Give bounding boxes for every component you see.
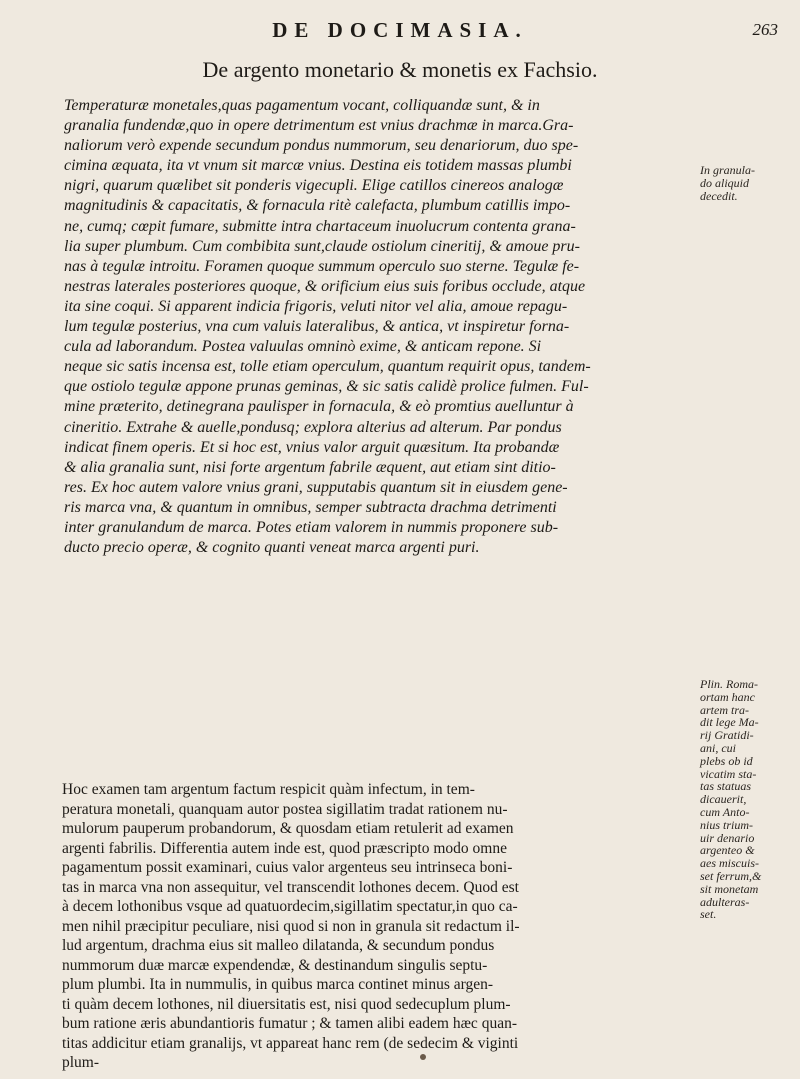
margin-note-line: set.	[700, 907, 717, 922]
text-line: inter granulandum de marca. Potes etiam valorem in nummis proponere sub-	[64, 518, 559, 536]
margin-note-line: cum Anto-	[700, 804, 750, 819]
margin-note-line: artem tra-	[700, 702, 749, 717]
margin-note-line: tas statuas	[700, 779, 752, 794]
text-line: titas addicitur etiam granalijs, vt appareat hanc rem (de sedecim & viginti	[62, 1034, 519, 1052]
margin-note-pliny	[700, 678, 796, 921]
text-line: que ostiolo tegulæ appone prunas geminas, & sic satis calidè prolice fulmen. Ful-	[64, 378, 589, 396]
text-line: ti quàm decem lothones, nil diuersitatis est, nisi quod sedecuplum plum-	[62, 995, 511, 1013]
text-line: ne, cumq; cœpit fumare, submitte intra chartaceum inuolucrum contenta grana-	[64, 217, 576, 235]
text-line: lum tegulæ posterius, vna cum valuis lateralibus, & antica, vt inspiretur forna-	[64, 318, 570, 336]
margin-note-line: dit lege Ma-	[700, 715, 759, 730]
text-line: plum-	[62, 1054, 100, 1071]
text-line: pagamentum possit examinari, cuius valor argenteus seu intrinseca boni-	[62, 859, 513, 876]
margin-note-line: plebs ob id	[700, 753, 753, 768]
text-line: mine præterito, detinegrana paulisper in fornacula, & eò promtius auelluntur à	[64, 398, 574, 416]
running-head-title: DE DOCIMASIA.	[272, 18, 528, 42]
text-line: à decem lothonibus vsque ad quatuordecim,sigillatim spectatur,in quo ca-	[62, 898, 518, 915]
text-line: & alia granalia sunt, nisi forte argentum fabrile æquent, aut etiam sint ditio-	[64, 458, 556, 476]
running-head	[0, 16, 800, 46]
margin-note-line: sit monetam	[700, 881, 759, 896]
margin-note-line: decedit.	[700, 188, 738, 203]
text-line: Temperaturæ monetales,quas pagamentum vocant, colliquandæ sunt, & in	[64, 97, 540, 114]
text-line: cula ad laborandum. Postea valuulas omninò exime, & anticam repone. Si	[64, 338, 542, 356]
ink-mark	[420, 1054, 426, 1060]
margin-note-line: dicauerit,	[700, 792, 747, 807]
margin-note-line: adulteras-	[700, 894, 750, 909]
text-line: indicat finem operis. Et si hoc est, vnius valor arguit quæsitum. Ita probandæ	[64, 438, 560, 456]
text-line: nummorum duæ marcæ expendendæ, & destinandum singulis septu-	[62, 956, 488, 974]
text-line: magnitudinis & capacitatis, & fornacula ritè calefacta, plumbum catillis impo-	[64, 197, 571, 215]
margin-note-line: do aliquid	[700, 175, 750, 190]
text-line: lia super plumbum. Cum combibita sunt,claude ostiolum cineritij, & amoue pru-	[64, 237, 580, 255]
text-line: ducto precio operæ, & cognito quanti veneat marca argenti puri.	[64, 539, 480, 557]
section-title: De argento monetario & monetis ex Fachsio.	[202, 57, 598, 82]
text-line: Hoc examen tam argentum factum respicit quàm infectum, in tem-	[62, 781, 475, 798]
text-line: ris marca vna, & quantum in omnibus, semper subtracta drachma detrimenti	[64, 498, 557, 516]
text-line: nigri, quarum quælibet sit ponderis vigecupli. Elige catillos cinereos analogæ	[64, 177, 564, 195]
text-line: argenti fabrilis. Differentia autem inde est, quod præscripto modo omne	[62, 839, 507, 857]
text-line: plum plumbi. Ita in nummulis, in quibus marca continet minus argen-	[62, 976, 494, 993]
margin-note-line: In granula-	[700, 163, 755, 177]
text-line: res. Ex hoc autem valore vnius grani, supputabis quantum sit in eiusdem gene-	[64, 478, 568, 496]
text-line: men nihil præcipitur peculiare, nisi quod si non in granula sit redactum il-	[62, 917, 520, 935]
page-number: 263	[752, 20, 778, 39]
text-line: cimina æquata, ita vt vnum sit marcæ vnius. Destina eis totidem massas plumbi	[64, 157, 572, 175]
text-line: tas in marca vna non assequitur, vel transcendit lothones decem. Quod est	[62, 878, 519, 896]
text-line: cineritio. Extrahe & auelle,pondusq; explora alterius ad alterum. Par pondus	[64, 418, 562, 436]
margin-note-line: vicatim sta-	[700, 766, 757, 781]
margin-note-line: uir denario	[700, 830, 755, 845]
margin-note-granulation	[700, 164, 796, 202]
text-line: peratura monetali, quanquam autor postea sigillatim tradat rationem nu-	[62, 800, 508, 818]
margin-note-line: ani, cui	[700, 740, 736, 755]
roman-paragraph	[62, 780, 698, 1073]
italic-paragraph	[64, 96, 700, 558]
margin-note-line: nius trium-	[700, 817, 754, 832]
text-line: nestras laterales posteriores quoque, & orificium eius suis foribus occlude, atque	[64, 277, 586, 295]
text-line: lud argentum, drachma eius sit malleo dilatanda, & secundum pondus	[62, 937, 495, 954]
text-line: neque sic satis incensa est, tolle etiam operculum, quantum requirit opus, tandem-	[64, 358, 591, 376]
margin-note-line: ortam hanc	[700, 689, 755, 704]
text-line: bum ratione æris abundantioris fumatur ; & tamen alibi eadem hæc quan-	[62, 1015, 517, 1032]
margin-note-line: set ferrum,&	[700, 868, 762, 883]
margin-note-line: rij Gratidi-	[700, 728, 754, 743]
text-line: naliorum verò expende secundum pondus nummorum, seu denariorum, duo spe-	[64, 137, 579, 155]
margin-note-line: Plin. Roma-	[700, 677, 758, 691]
text-line: granalia fundendæ,quo in opere detrimentum est vnius drachmæ in marca.Gra-	[64, 117, 574, 135]
text-line: nas à tegulæ introitu. Foramen quoque summum operculo suo sterne. Tegulæ fe-	[64, 257, 580, 275]
margin-note-line: aes miscuis-	[700, 856, 759, 871]
text-line: ita sine coqui. Si apparent indicia frigoris, veluti nitor vel alia, amoue repagu-	[64, 297, 568, 315]
text-line: mulorum pauperum probandorum, & quosdam etiam retulerit ad examen	[62, 820, 514, 837]
margin-note-line: argenteo &	[700, 843, 755, 858]
